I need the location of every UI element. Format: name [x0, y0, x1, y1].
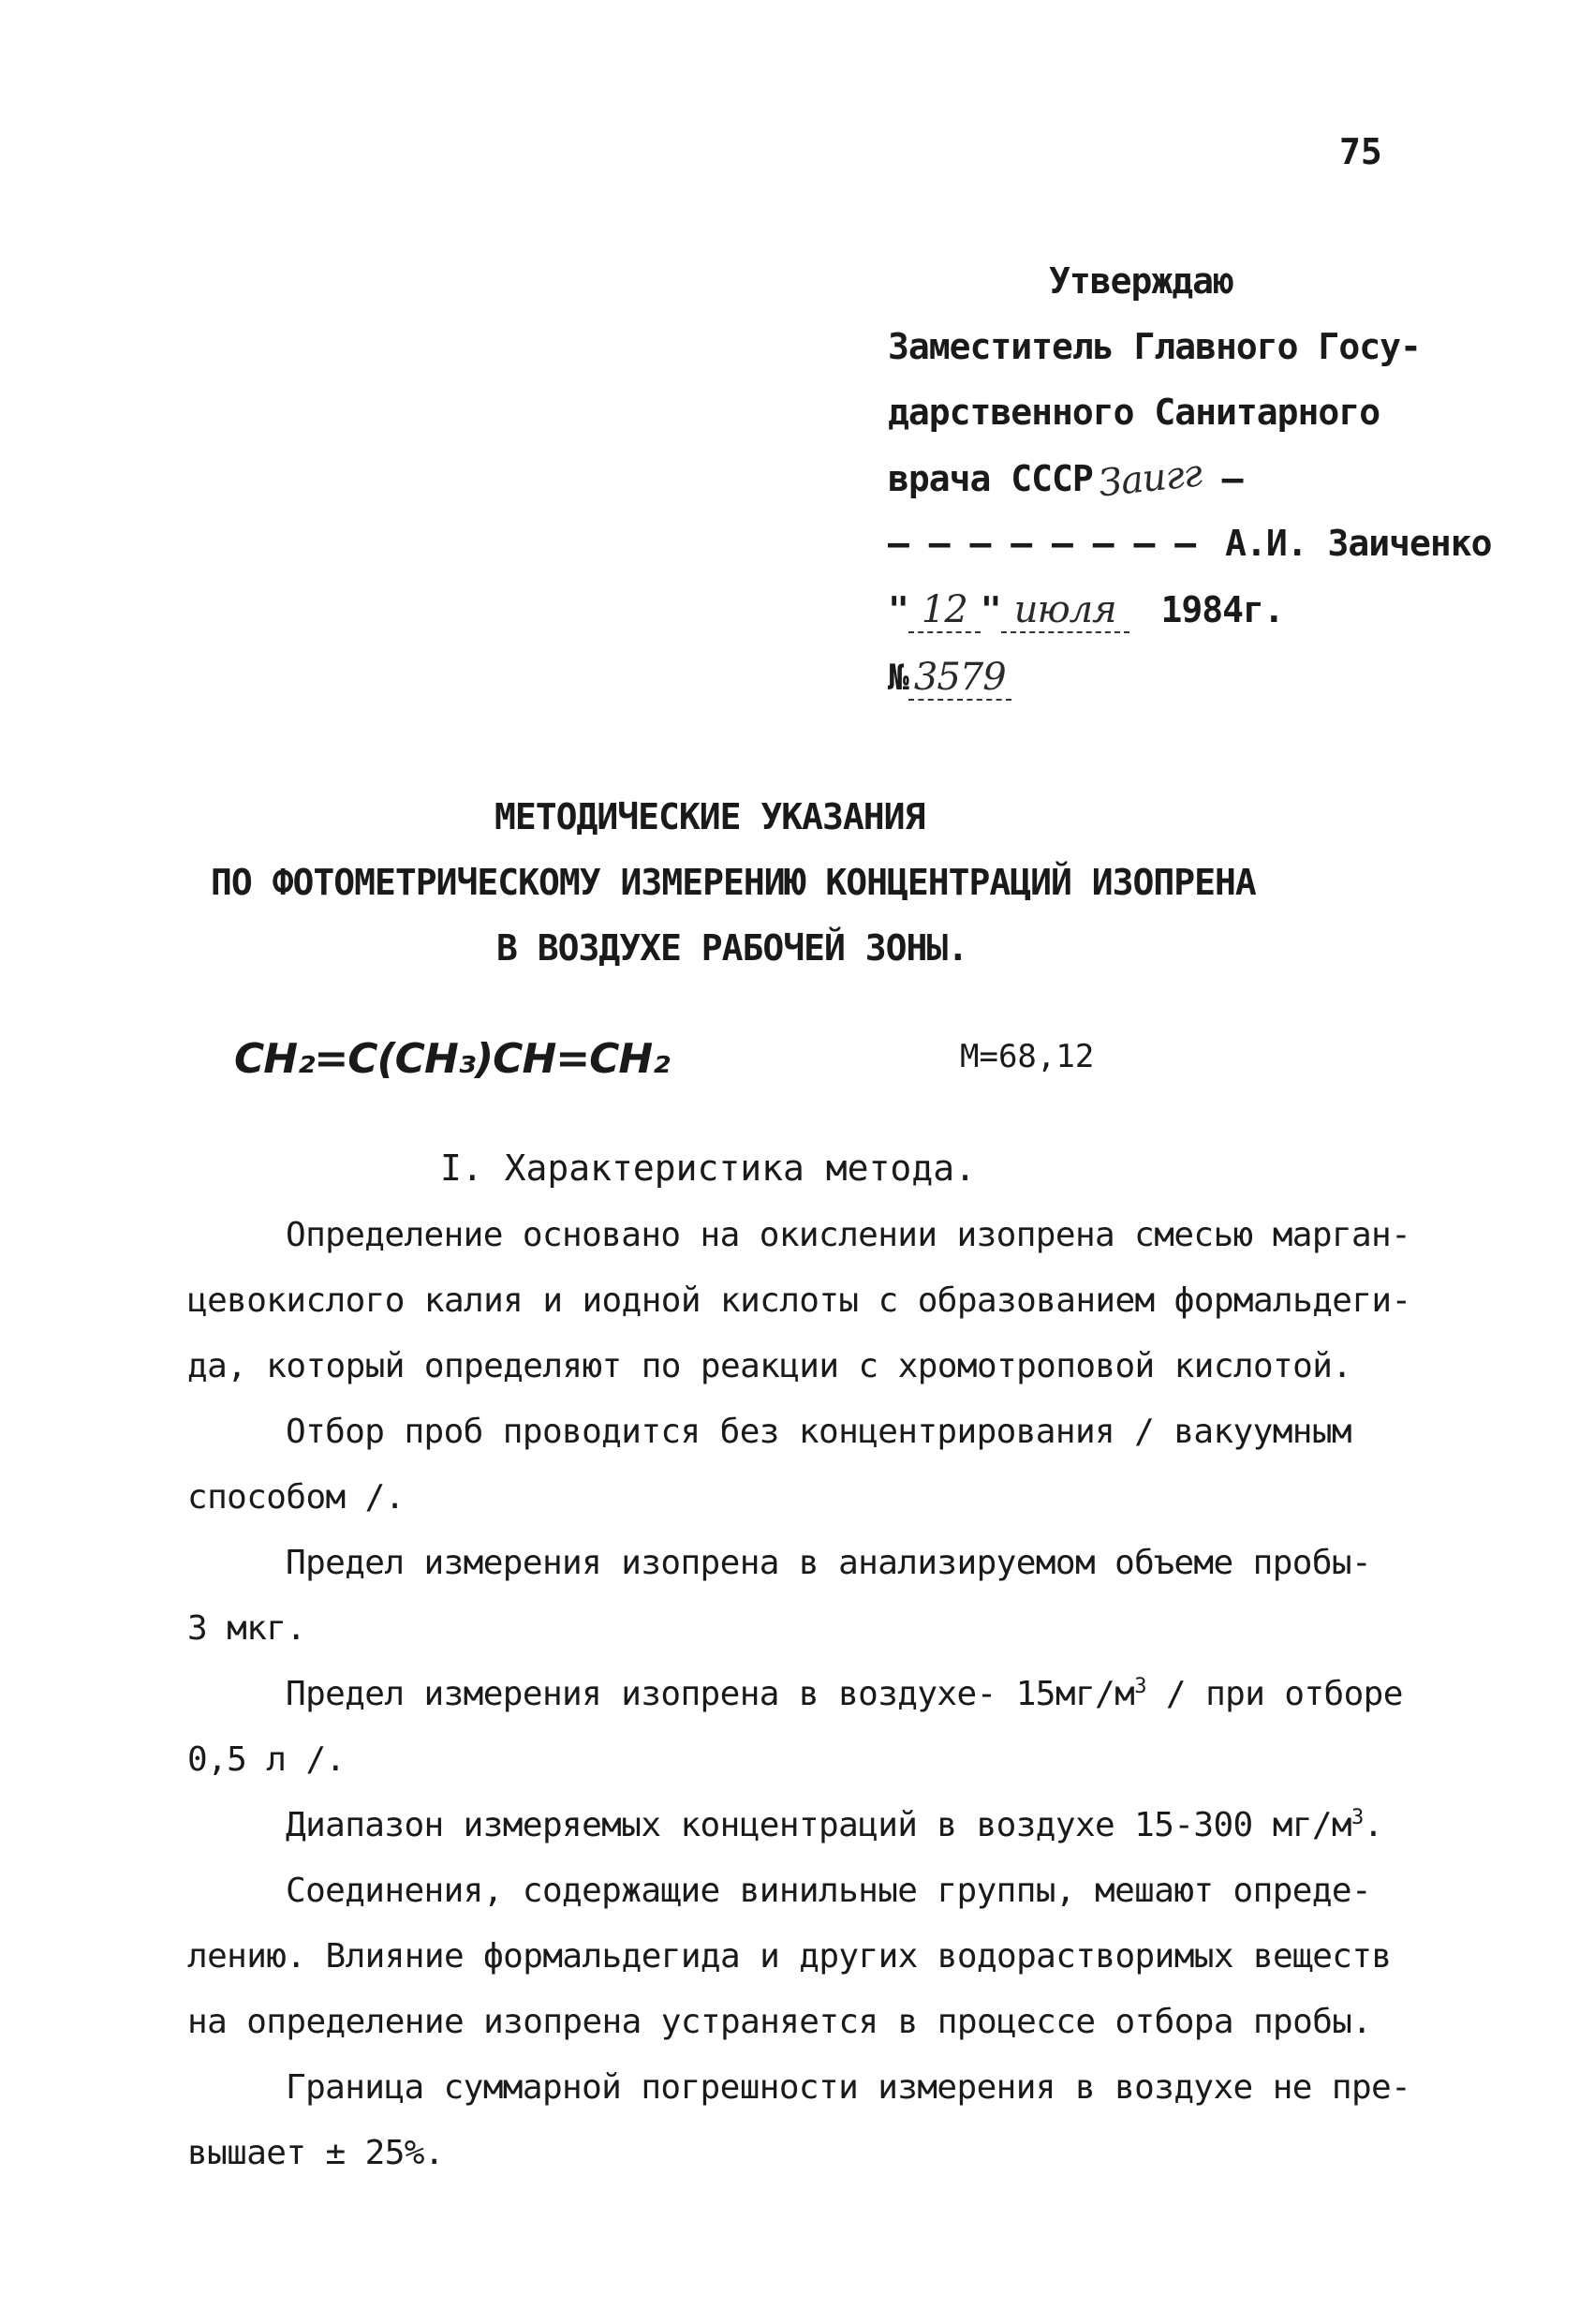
paragraph2-line1: Отбор проб проводится без концентрирования / вакуумным [286, 1413, 1351, 1451]
registration-number: 3579 [908, 656, 1011, 701]
date-year: 1984г. [1160, 589, 1284, 630]
date-day: 12 [908, 588, 981, 633]
section-heading: I. Характеристика метода. [440, 1147, 976, 1189]
title-line2: ПО ФОТОМЕТРИЧЕСКОМУ ИЗМЕРЕНИЮ КОНЦЕНТРАЦИЙ ИЗОПРЕНА [211, 862, 1256, 903]
approval-position-suffix: – [1201, 458, 1243, 499]
paragraph3-line1: Предел измерения изопрена в анализируемом объеме пробы- [286, 1544, 1372, 1582]
molecular-weight: М=68,12 [960, 1038, 1095, 1075]
number-sign: № [888, 657, 908, 698]
page-number: 75 [1339, 131, 1382, 172]
approval-date-line [888, 588, 1284, 633]
paragraph1-line2: цевокислого калия и иодной кислоты с образованием формальдеги- [187, 1281, 1411, 1320]
approval-name-line [888, 523, 1491, 564]
paragraph5-text-b: . [1363, 1806, 1383, 1844]
paragraph4-line2: 0,5 л /. [187, 1740, 346, 1779]
paragraph3-line2: 3 мкг. [187, 1609, 306, 1648]
paragraph6-line2: лению. Влияние формальдегида и других водорастворимых веществ [187, 1937, 1392, 1976]
paragraph1-line1: Определение основано на окислении изопрена смесью марган- [286, 1216, 1411, 1254]
approval-position-prefix: врача СССР [888, 458, 1093, 499]
paragraph7-line2: вышает ± 25%. [187, 2134, 444, 2172]
approval-position-line3 [888, 451, 1243, 506]
title-line3: В ВОЗДУХЕ РАБОЧЕЙ ЗОНЫ. [496, 927, 968, 969]
paragraph7-line1: Граница суммарной погрешности измерения в воздухе не пре- [286, 2068, 1411, 2107]
date-mid-quote: " [980, 589, 1001, 630]
paragraph4-text-b: / при отборе [1145, 1675, 1403, 1713]
approver-name: А.И. Заиченко [1225, 523, 1492, 564]
chemical-formula: CH₂=C(CH₃)CH=CH₂ [234, 1035, 670, 1083]
paragraph2-line2: способом /. [187, 1478, 405, 1517]
paragraph6-line1: Соединения, содержащие винильные группы, мешают опреде- [286, 1872, 1372, 1910]
date-month: июля [1001, 588, 1129, 633]
paragraph5-line1 [286, 1806, 1383, 1844]
approval-signature: Заигг [1096, 451, 1203, 506]
paragraph4-line1 [286, 1675, 1403, 1713]
approval-heading: Утверждаю [1049, 260, 1233, 302]
date-open-quote: " [888, 589, 908, 630]
title-line1: МЕТОДИЧЕСКИЕ УКАЗАНИЯ [494, 796, 925, 837]
approval-position-line1: Заместитель Главного Госу- [888, 326, 1421, 367]
superscript-3: 3 [1351, 1806, 1364, 1829]
paragraph1-line3: да, который определяют по реакции с хромотроповой кислотой. [187, 1347, 1352, 1385]
approval-number-line [888, 656, 1011, 701]
paragraph6-line3: на определение изопрена устраняется в процессе отбора пробы. [187, 2003, 1372, 2041]
superscript-3: 3 [1134, 1675, 1146, 1698]
approval-position-line2: дарственного Санитарного [888, 392, 1380, 433]
signature-dashes: – – – – – – – – [888, 523, 1196, 564]
paragraph4-text-a: Предел измерения изопрена в воздухе- 15мг/м [286, 1675, 1135, 1713]
paragraph5-text-a: Диапазон измеряемых концентраций в воздухе 15-300 мг/м [286, 1806, 1351, 1844]
